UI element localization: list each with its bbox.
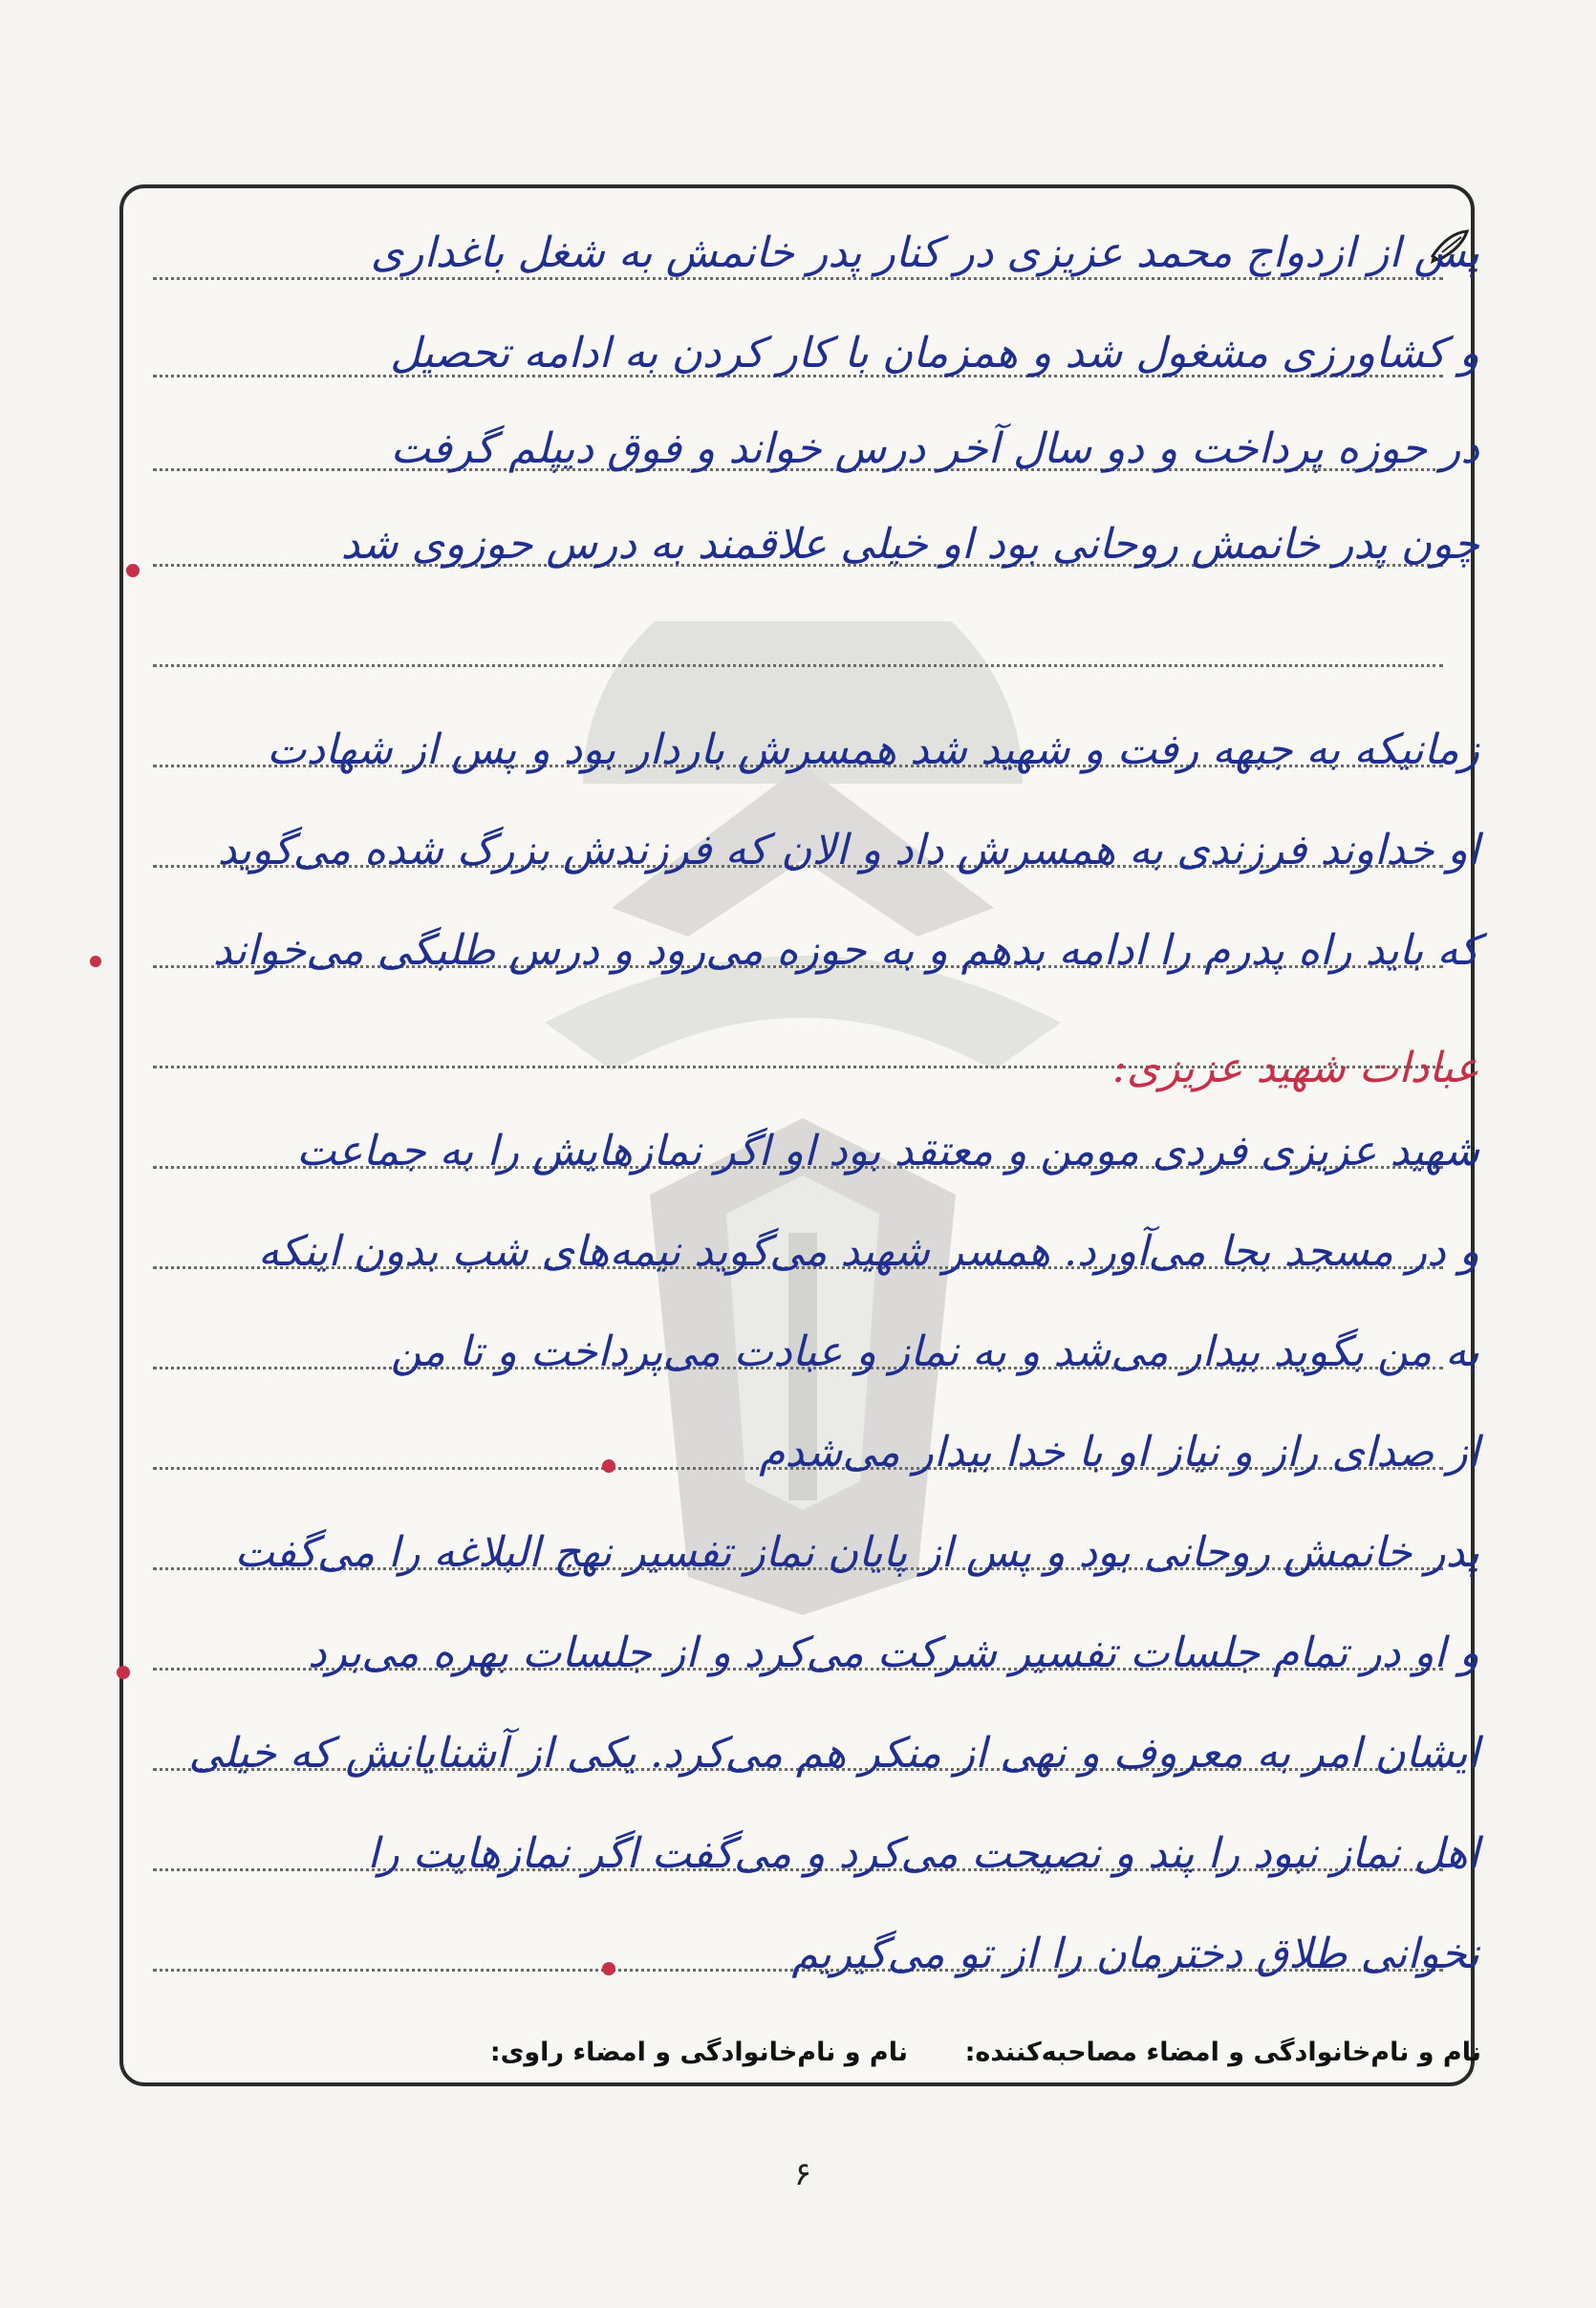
- handwritten-line: از صدای راز و نیاز او با خدا بیدار می‌شدم: [759, 1428, 1479, 1477]
- page-number: ۶: [793, 2155, 812, 2193]
- handwritten-line: اهل نماز نبود را پند و نصیحت می‌کرد و می‌گفت اگر نمازهایت را: [367, 1829, 1479, 1878]
- red-ink-dot: [602, 1962, 615, 1975]
- handwritten-line: نخوانی طلاق دخترمان را از تو می‌گیریم: [791, 1930, 1479, 1978]
- handwritten-line: او خداوند فرزندی به همسرش داد و الان که فرزندش بزرگ شده می‌گوید: [217, 826, 1479, 874]
- handwritten-line: به من بگوید بیدار می‌شد و به نماز و عبادت می‌پرداخت و تا من: [390, 1327, 1479, 1376]
- signature-footer: [143, 2038, 1481, 2080]
- section-heading: عبادات شهید عزیزی:: [1112, 1044, 1479, 1092]
- handwritten-line: پدر خانمش روحانی بود و پس از پایان نماز تفسیر نهج البلاغه را می‌گفت: [234, 1528, 1479, 1577]
- handwritten-line: پس از ازدواج محمد عزیزی در کنار پدر خانمش به شغل باغداری: [370, 228, 1479, 277]
- handwritten-line: و او در تمام جلسات تفسیر شرکت می‌کرد و از جلسات بهره می‌برد: [307, 1629, 1479, 1677]
- interviewer-signature-label: نام و نام‌خانوادگی و امضاء مصاحبه‌کننده:: [964, 2038, 1481, 2067]
- narrator-signature-label: نام و نام‌خانوادگی و امضاء راوی:: [489, 2038, 908, 2067]
- handwritten-line: در حوزه پرداخت و دو سال آخر درس خواند و فوق دیپلم گرفت: [390, 424, 1479, 473]
- handwritten-line: و کشاورزی مشغول شد و همزمان با کار کردن به ادامه تحصیل: [390, 329, 1479, 377]
- handwritten-line: [113, 607, 1479, 683]
- handwritten-line: و در مسجد بجا می‌آورد. همسر شهید می‌گوید نیمه‌های شب بدون اینکه: [257, 1227, 1479, 1276]
- red-ink-dot: [126, 564, 140, 577]
- red-ink-dot: [602, 1459, 615, 1473]
- handwritten-line: شهید عزیزی فردی مومن و معتقد بود او اگر نمازهایش را به جماعت: [296, 1127, 1479, 1176]
- red-ink-dot: [90, 956, 101, 967]
- handwritten-line: چون پدر خانمش روحانی بود او خیلی علاقمند به درس حوزوی شد: [340, 520, 1479, 569]
- handwritten-line: زمانیکه به جبهه رفت و شهید شد همسرش باردار بود و پس از شهادت: [267, 725, 1479, 774]
- handwritten-line: ایشان امر به معروف و نهی از منکر هم می‌کرد. یکی از آشنایانش که خیلی: [188, 1729, 1479, 1778]
- handwritten-line: که باید راه پدرم را ادامه بدهم و به حوزه می‌رود و درس طلبگی می‌خواند: [212, 926, 1479, 975]
- red-ink-dot: [117, 1666, 130, 1679]
